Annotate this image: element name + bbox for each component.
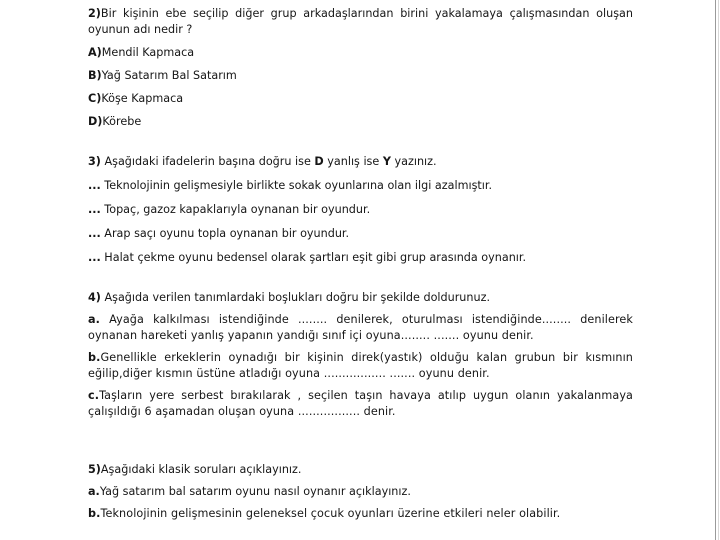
question-number: 4) (88, 291, 101, 304)
prompt-part: yazınız. (390, 155, 437, 168)
essay-item-b (88, 506, 633, 522)
question-number: 2) (88, 7, 101, 20)
question-5-prompt (88, 462, 633, 478)
question-number: 5) (88, 463, 101, 476)
option-letter: B) (88, 69, 102, 82)
option-text: Köşe Kapmaca (101, 92, 184, 105)
statement-text: Halat çekme oyunu bedensel olarak şartları eşit gibi grup arasında oynanır. (100, 251, 527, 264)
option-letter: D) (88, 115, 103, 128)
fill-item-b (88, 350, 633, 382)
option-letter: A) (88, 46, 102, 59)
false-letter: Y (382, 155, 391, 168)
question-2-text (88, 6, 633, 38)
answer-blank: ... (88, 227, 101, 240)
statement-text: Teknolojinin gelişmesiyle birlikte sokak oyunlarına olan ilgi azalmıştır. (100, 179, 493, 192)
option-letter: C) (88, 92, 102, 105)
item-letter: b. (88, 507, 101, 520)
answer-blank: ... (88, 179, 101, 192)
worksheet-page (88, 2, 633, 520)
statement-2 (88, 202, 633, 218)
option-c (88, 91, 633, 107)
statement-4 (88, 250, 633, 266)
true-letter: D (314, 155, 324, 168)
statement-3 (88, 226, 633, 242)
statement-text: Arap saçı oyunu topla oynanan bir oyundur. (100, 227, 350, 240)
question-4-prompt (88, 290, 633, 306)
question-3-prompt (88, 154, 633, 170)
statement-1 (88, 178, 633, 194)
question-2-body: Bir kişinin ebe seçilip diğer grup arkadaşlarından birini yakalamaya çalışmasından oluşan oyunun adı nedir ? (88, 7, 633, 36)
fill-item-a (88, 312, 633, 344)
question-number: 3) (88, 155, 101, 168)
option-a (88, 45, 633, 61)
fill-item-c (88, 388, 633, 420)
answer-blank: ... (88, 251, 101, 264)
item-text: Yağ satarım bal satarım oyunu nasıl oynanır açıklayınız. (99, 485, 411, 498)
page-edge-shadow (718, 0, 719, 540)
option-text: Yağ Satarım Bal Satarım (101, 69, 237, 82)
page-edge-line (715, 0, 716, 540)
prompt-text: Aşağıdaki klasik soruları açıklayınız. (100, 463, 302, 476)
answer-blank: ... (88, 203, 101, 216)
prompt-text: Aşağıda verilen tanımlardaki boşlukları doğru bir şekilde doldurunuz. (100, 291, 491, 304)
item-text: Genellikle erkeklerin oynadığı bir kişinin direk(yastık) olduğu kalan grubun bir kısmının eğilip,diğer kısmın üstüne atladığı oyuna ................. ....... oyunu denir. (88, 351, 633, 380)
prompt-part: Aşağıdaki ifadelerin başına doğru ise (100, 155, 315, 168)
question-2 (88, 6, 633, 130)
item-text: Taşların yere serbest bırakılarak , seçilen taşın havaya atılıp uygun olanın yakalanmaya çalışıldığı 6 aşamadan oluşan oyuna ................. denir. (88, 389, 633, 418)
item-letter: b. (88, 351, 101, 364)
question-5 (88, 462, 633, 522)
item-letter: a. (88, 485, 100, 498)
prompt-part: yanlış ise (323, 155, 383, 168)
option-d (88, 114, 633, 130)
essay-item-a (88, 484, 633, 500)
option-text: Mendil Kapmaca (101, 46, 195, 59)
item-letter: c. (88, 389, 100, 402)
question-3 (88, 154, 633, 266)
option-b (88, 68, 633, 84)
item-text: Ayağa kalkılması istendiğinde ........ denilerek, oturulması istendiğinde........ denilerek oynanan hareketi yanlış yapanın yandığı sınıf içi oyuna........ ....... oyunu denir. (88, 313, 633, 342)
statement-text: Topaç, gazoz kapaklarıyla oynanan bir oyundur. (100, 203, 371, 216)
item-text: Teknolojinin gelişmesinin geleneksel çocuk oyunları üzerine etkileri neler olabilir. (100, 507, 561, 520)
option-text: Körebe (102, 115, 142, 128)
item-letter: a. (88, 313, 100, 326)
question-4 (88, 290, 633, 420)
